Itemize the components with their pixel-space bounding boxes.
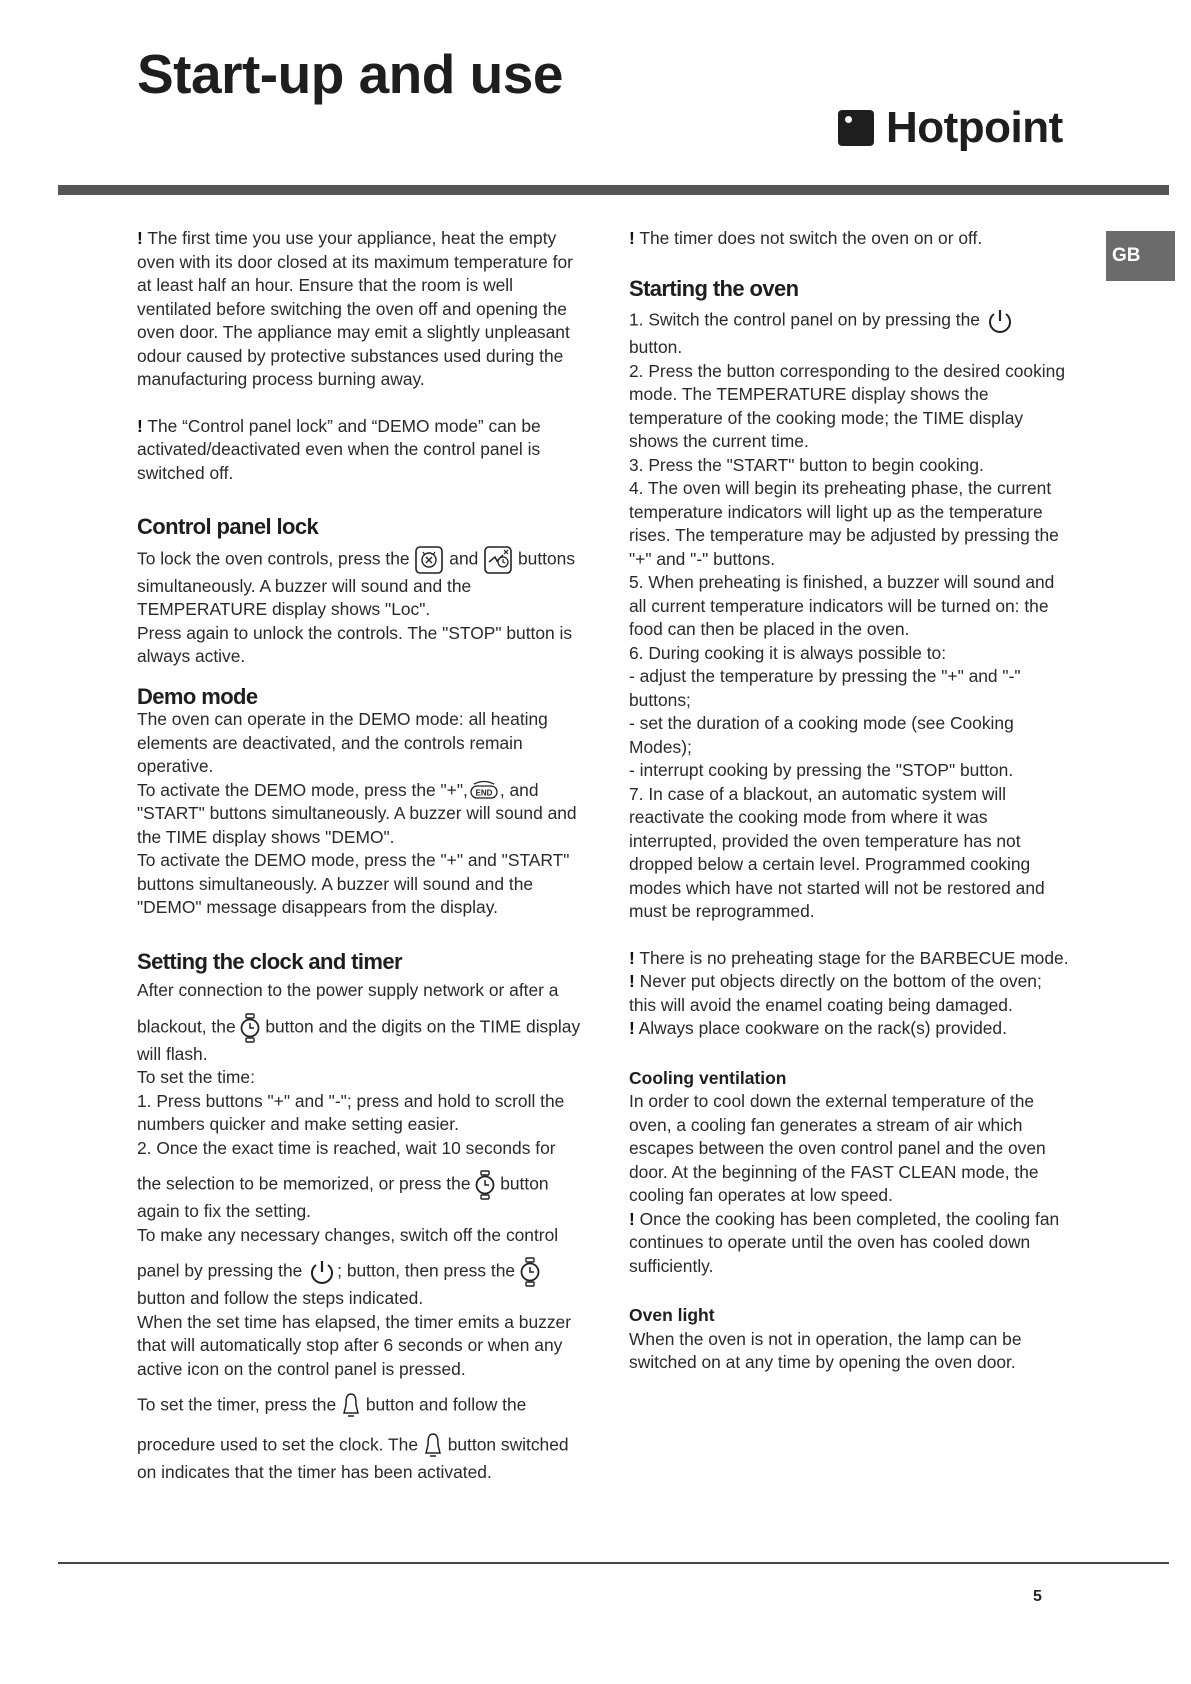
clock-line-2: blackout, the button and the digits on the TIME display will flash.: [137, 1013, 585, 1067]
clock-line-4: 1. Press buttons "+" and "-"; press and hold to scroll the numbers quicker and make setting easier.: [137, 1090, 565, 1134]
start-step-6a: - adjust the temperature by pressing the "+" and "-" buttons;: [629, 666, 1021, 710]
heading-demo-mode: Demo mode: [137, 683, 258, 709]
cookware-note: ! Always place cookware on the rack(s) provided.: [629, 1018, 1007, 1038]
warning-mark: !: [629, 971, 635, 991]
clock-line-9: When the set time has elapsed, the timer emits a buzzer that will automatically stop after 6 seconds or when any active icon on the control panel is pressed.: [137, 1311, 572, 1379]
heading-clock-timer: Setting the clock and timer: [137, 948, 402, 974]
first-use-note: ! The first time you use your appliance, heat the empty oven with its door closed at its maximum temperature for at least half an hour. Ensure that the room is well ventilated before switching the oven off and opening the oven door. The appliance may emit a slightly unpleasant odour caused by protective substances used during the manufacturing process burning away.: [137, 228, 573, 389]
clock-line-1: After connection to the power supply network or after a: [137, 980, 559, 1000]
lock-button-a-icon: [414, 545, 444, 575]
timer-note: ! The timer does not switch the oven on or off.: [629, 228, 983, 248]
clock-line-5: 2. Once the exact time is reached, wait 10 seconds for: [137, 1137, 556, 1158]
bottom-objects-note: ! Never put objects directly on the bottom of the oven; this will avoid the enamel coating being damaged.: [629, 971, 1042, 1015]
end-label: END: [475, 788, 493, 798]
start-step-3: 3. Press the "START" button to begin cooking.: [629, 454, 984, 475]
bell-icon: [423, 1431, 443, 1461]
unlock-paragraph: Press again to unlock the controls. The "STOP" button is always active.: [137, 622, 573, 666]
barbecue-note: ! There is no preheating stage for the BARBECUE mode.: [629, 947, 1069, 968]
end-button-icon: [468, 780, 500, 802]
start-step-4: 4. The oven will begin its preheating phase, the current temperature indicators will light up as the temperature rises. The temperature may be adjusted by pressing the "+" and "-" buttons.: [629, 478, 1059, 569]
power-icon: [985, 306, 1015, 336]
demo-paragraph-2: To activate the DEMO mode, press the "+", END , and "START" buttons simultaneously. A buzzer will sound and the TIME display shows "DEMO".: [137, 779, 577, 847]
footer-rule: [58, 1562, 1169, 1564]
oven-light-paragraph: When the oven is not in operation, the lamp can be switched on at any time by opening the oven door.: [629, 1328, 1022, 1372]
clock-line-6: the selection to be memorized, or press the button again to fix the setting.: [137, 1170, 585, 1224]
brand-mark-icon: [838, 110, 874, 146]
start-step-6b: - set the duration of a cooking mode (see Cooking Modes);: [629, 713, 1014, 757]
heading-oven-light: Oven light: [629, 1305, 715, 1325]
warning-mark: !: [137, 415, 143, 436]
warning-mark: !: [629, 1208, 635, 1229]
clock-line-11: procedure used to set the clock. The button switched on indicates that the timer has been activated.: [137, 1431, 585, 1485]
heading-starting-oven: Starting the oven: [629, 275, 799, 301]
lock-button-b-icon: [483, 545, 513, 575]
clock-line-3: To set the time:: [137, 1067, 255, 1087]
cooling-paragraph: In order to cool down the external temperature of the oven, a cooling fan generates a stream of air which escapes between the oven control panel and the oven door. At the beginning of the FAST CLEAN mode, the cooling fan operates at low speed.: [629, 1091, 1046, 1205]
heading-cooling-ventilation: Cooling ventilation: [629, 1067, 787, 1088]
warning-mark: !: [629, 228, 635, 248]
bell-icon: [341, 1391, 361, 1421]
heading-control-panel-lock: Control panel lock: [137, 514, 319, 539]
demo-paragraph-1: The oven can operate in the DEMO mode: all heating elements are deactivated, and the controls remain operative.: [137, 709, 548, 776]
lock-demo-note: ! The “Control panel lock” and “DEMO mode” can be activated/deactivated even when the control panel is switched off.: [137, 415, 541, 483]
page-title: Start-up and use: [137, 43, 563, 105]
warning-mark: !: [629, 1018, 635, 1038]
clock-line-10: To set the timer, press the button and follow the: [137, 1391, 585, 1421]
right-column: [629, 227, 1069, 1375]
start-step-1: 1. Switch the control panel on by pressing the button.: [629, 306, 1069, 360]
start-step-6c: - interrupt cooking by pressing the "STOP" button.: [629, 760, 1014, 780]
demo-paragraph-3: To activate the DEMO mode, press the "+" and "START" buttons simultaneously. A buzzer will sound and the "DEMO" message disappears from the display.: [137, 850, 570, 917]
clock-line-7: To make any necessary changes, switch off the control: [137, 1224, 559, 1245]
start-step-7: 7. In case of a blackout, an automatic system will reactivate the cooking mode from where it was interrupted, provided the oven temperature has not dropped below a certain level. Programmed cooking modes which have not started will not be restored and must be reprogrammed.: [629, 783, 1045, 921]
start-step-5: 5. When preheating is finished, a buzzer will sound and all current temperature indicators will be turned on: the food can then be placed in the oven.: [629, 572, 1055, 639]
clock-icon: [520, 1257, 540, 1287]
warning-mark: !: [137, 228, 143, 248]
header-rule: [58, 185, 1169, 195]
warning-mark: !: [629, 947, 635, 968]
left-column: [137, 227, 585, 1485]
clock-line-8: panel by pressing the ; button, then press the button and follow the steps indicated.: [137, 1257, 585, 1311]
power-icon: [307, 1257, 337, 1287]
language-tab: GB: [1106, 231, 1175, 281]
brand-logo: [838, 103, 1063, 153]
brand-name: Hotpoint: [886, 103, 1063, 152]
page-number: 5: [1033, 1588, 1042, 1605]
start-step-2: 2. Press the button corresponding to the desired cooking mode. The TEMPERATURE display shows the temperature of the cooking mode; the TIME display shows the current time.: [629, 360, 1066, 451]
cooling-note: ! Once the cooking has been completed, the cooling fan continues to operate until the oven has cooled down sufficiently.: [629, 1208, 1060, 1276]
start-step-6: 6. During cooking it is always possible to:: [629, 642, 947, 663]
lock-paragraph: To lock the oven controls, press the and buttons simultaneously. A buzzer will sound and the TEMPERATURE display shows "Loc".: [137, 545, 585, 622]
clock-icon: [240, 1013, 260, 1043]
clock-icon: [475, 1170, 495, 1200]
